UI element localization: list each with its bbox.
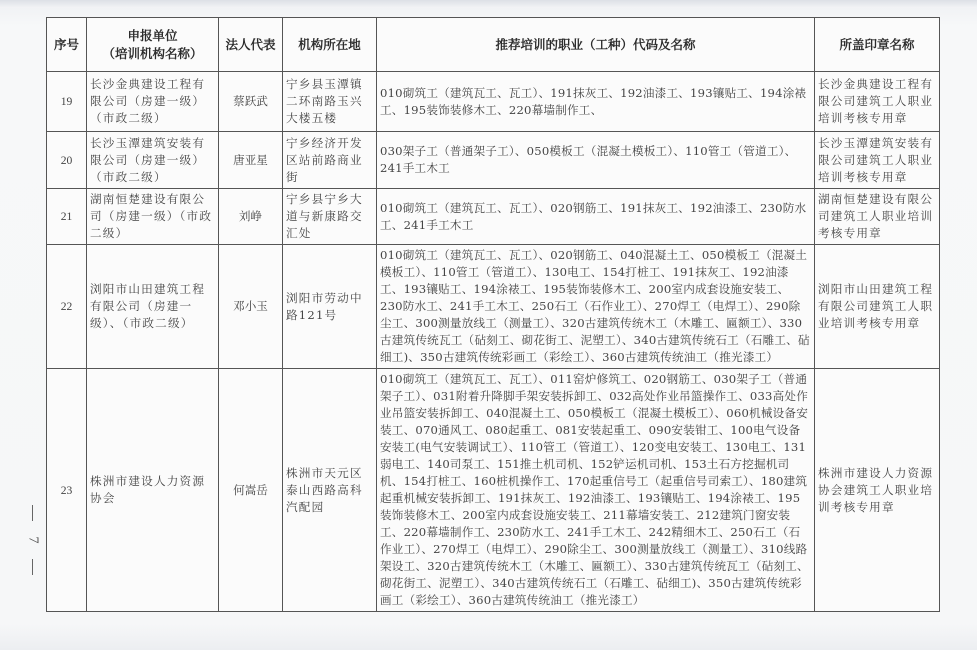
cell-seal: 株洲市建设人力资源协会建筑工人职业培训考核专用章 [815,369,940,612]
training-institution-table [46,17,940,612]
page-number-value: 7 [25,536,40,544]
cell-seal: 浏阳市山田建筑工程有限公司建筑工人职业培训考核专用章 [815,245,940,369]
page-number-dash-bottom [32,559,33,575]
table-row [47,72,940,132]
cell-unit: 浏阳市山田建筑工程有限公司（房建一级）、（市政二级） [87,245,219,369]
cell-rep: 蔡跃武 [219,72,283,132]
cell-seal: 长沙玉潭建筑安装有限公司建筑工人职业培训考核专用章 [815,132,940,189]
cell-addr: 宁乡县宁乡大道与新康路交汇处 [283,189,377,245]
cell-seal: 湖南恒楚建设有限公司建筑工人职业培训考核专用章 [815,189,940,245]
header-seal: 所盖印章名称 [815,18,940,72]
header-occ: 推荐培训的职业（工种）代码及名称 [377,18,815,72]
header-seq: 序号 [47,18,87,72]
table-header-row [47,18,940,72]
header-unit-line1: 申报单位 [127,27,178,43]
table-row [47,245,940,369]
header-unit-line2: （培训机构名称） [102,45,203,61]
cell-seq: 21 [47,189,87,245]
page-number [22,505,42,575]
cell-unit: 湖南恒楚建设有限公司（房建一级）（市政二级） [87,189,219,245]
cell-rep: 唐亚星 [219,132,283,189]
cell-rep: 何嵩岳 [219,369,283,612]
cell-seq: 19 [47,72,87,132]
table-row [47,132,940,189]
header-unit [87,18,219,72]
header-addr: 机构所在地 [283,18,377,72]
cell-unit: 株洲市建设人力资源协会 [87,369,219,612]
cell-addr: 浏阳市劳动中路121号 [283,245,377,369]
cell-unit: 长沙玉潭建筑安装有限公司（房建一级）（市政二级） [87,132,219,189]
cell-unit: 长沙金典建设工程有限公司（房建一级）（市政二级） [87,72,219,132]
table-row [47,369,940,612]
cell-seq: 23 [47,369,87,612]
cell-seal: 长沙金典建设工程有限公司建筑工人职业培训考核专用章 [815,72,940,132]
cell-occ: 030架子工（普通架子工）、050模板工（混凝土模板工）、110管工（管道工）、241手工木工 [377,132,815,189]
cell-occ: 010砌筑工（建筑瓦工、瓦工）、020钢筋工、191抹灰工、192油漆工、230防水工、241手工木工 [377,189,815,245]
cell-occ: 010砌筑工（建筑瓦工、瓦工）、011窑炉修筑工、020钢筋工、030架子工（普通架子工）、031附着升降脚手架安装拆卸工、032高处作业吊篮操作工、033高处作业吊篮安装拆卸工、040混凝土工、050模板工（混凝土模板工）、060机械设备安装工、070通风工、080起重工、081安装起重工、090安装钳工、100电气设备安装工(电气安装调试工）、110管工（管道工）、120变电安装工、130电工、131弱电工、140司泵工、151推土机司机、152铲运机司机、153土石方挖掘机司机、154打桩工、160桩机操作工、170起重信号工（起重信号司索工）、180建筑起重机械安装拆卸工、191抹灰工、192油漆工、193镶贴工、194涂裱工、195装饰装修木工、200室内成套设施安装工、211幕墙安装工、212建筑门窗安装工、220幕墙制作工、230防水工、241手工木工、242精细木工、250石工（石作业工）、270焊工（电焊工）、290除尘工、300测量放线工（测量工）、310线路架设工、320古建筑传统木工（木雕工、匾额工）、330古建筑传统瓦工（砧刻工、砌花街工、泥塑工）、340古建筑传统石工（石雕工、砧细工)、350古建筑传统彩画工（彩绘工）、360古建筑传统油工（推光漆工） [377,369,815,612]
cell-addr: 株洲市天元区泰山西路高科汽配园 [283,369,377,612]
cell-occ: 010砌筑工（建筑瓦工、瓦工）、191抹灰工、192油漆工、193镶贴工、194涂裱工、195装饰装修木工、220幕墙制作工、 [377,72,815,132]
cell-addr: 宁乡经济开发区站前路商业街 [283,132,377,189]
cell-rep: 邓小玉 [219,245,283,369]
cell-addr: 宁乡县玉潭镇二环南路玉兴大楼五楼 [283,72,377,132]
scan-edge [0,0,977,8]
cell-seq: 22 [47,245,87,369]
table-row [47,189,940,245]
cell-rep: 刘峥 [219,189,283,245]
header-rep: 法人代表 [219,18,283,72]
cell-seq: 20 [47,132,87,189]
page-number-dash-top [32,505,33,521]
cell-occ: 010砌筑工（建筑瓦工、瓦工）、020钢筋工、040混凝土工、050模板工（混凝土模板工）、110管工（管道工）、130电工、154打桩工、191抹灰工、192油漆工、193镶贴工、194涂裱工、195装饰装修木工、200室内成套设施安装工、230防水工、241手工木工、250石工（石作业工）、270焊工（电焊工）、290除尘工、300测量放线工（测量工）、320古建筑传统木工（木雕工、匾额工）、330古建筑传统瓦工（砧刻工、砌花街工、泥塑工）、340古建筑传统石工（石雕工、砧细工)、350古建筑传统彩画工（彩绘工）、360古建筑传统油工（推光漆工） [377,245,815,369]
